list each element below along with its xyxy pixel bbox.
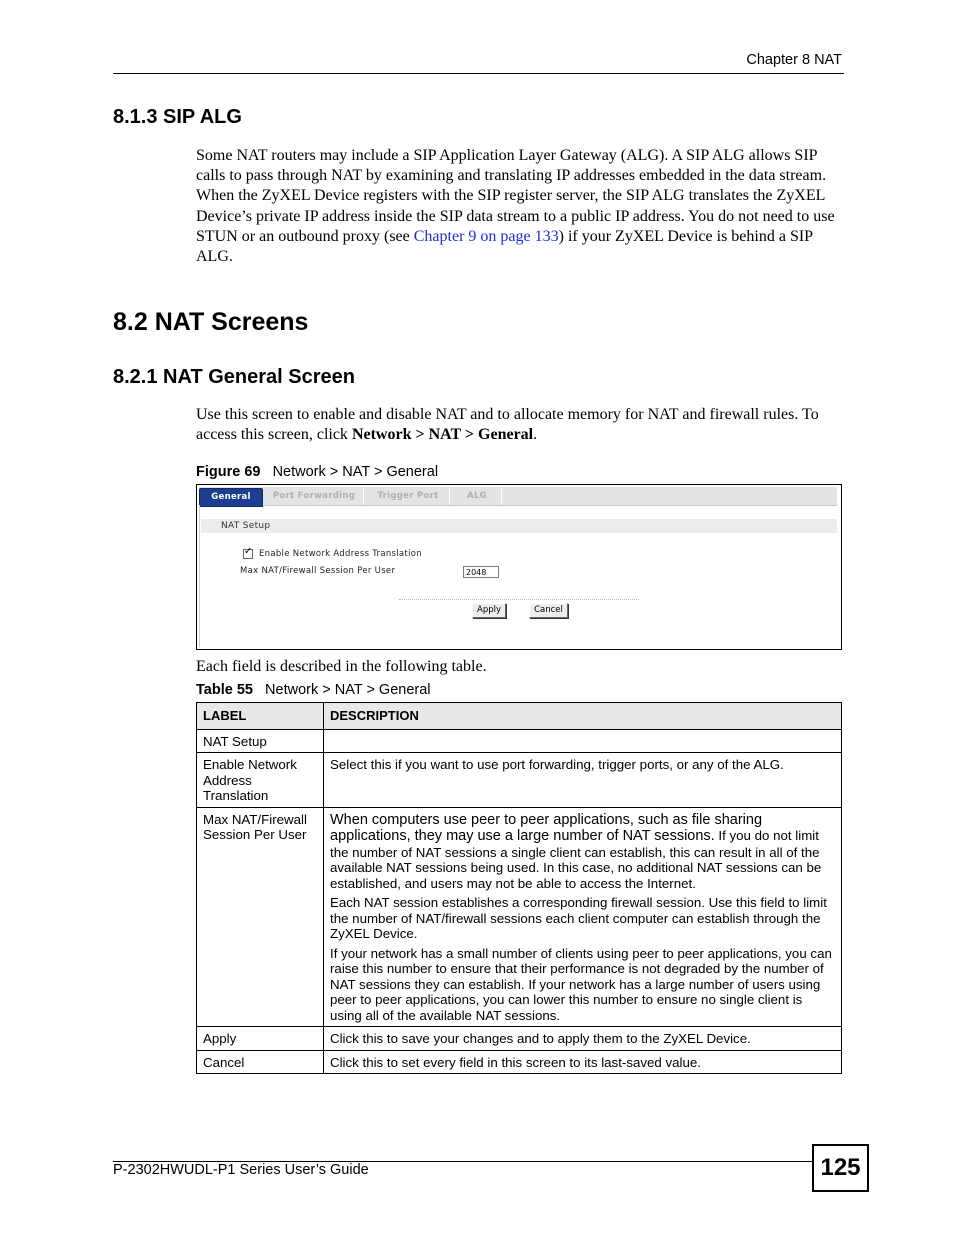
table-header-row xyxy=(197,703,842,730)
field-description-intro: Each field is described in the following table. xyxy=(196,658,487,675)
header-label: LABEL xyxy=(197,703,324,730)
table-caption-label: Table 55 xyxy=(196,682,253,698)
table-row xyxy=(197,1027,842,1051)
row-label: Apply xyxy=(197,1027,324,1051)
tab-trigger-port[interactable]: Trigger Port xyxy=(367,488,450,505)
tab-general[interactable]: General xyxy=(199,488,263,507)
header-description: DESCRIPTION xyxy=(324,703,842,730)
table-row xyxy=(197,753,842,808)
row-label: Max NAT/Firewall Session Per User xyxy=(197,807,324,1027)
footer-guide-title: P-2302HWUDL-P1 Series User’s Guide xyxy=(113,1162,369,1178)
tab-alg[interactable]: ALG xyxy=(453,488,502,505)
checkmark-icon: ✓ xyxy=(244,546,253,557)
intro-path: Network > NAT > General xyxy=(351,426,534,444)
table-row xyxy=(197,807,842,1027)
sip-alg-paragraph xyxy=(196,146,844,267)
figure-caption xyxy=(196,464,438,480)
table-row xyxy=(197,729,842,753)
header-rule xyxy=(113,73,844,74)
tab-bar xyxy=(199,487,837,506)
max-session-label: Max NAT/Firewall Session Per User xyxy=(240,566,396,576)
tab-port-forwarding[interactable]: Port Forwarding xyxy=(265,488,364,505)
row-label: Cancel xyxy=(197,1050,324,1074)
row-description: When computers use peer to peer applications, such as file sharing applications, they may use a large number of NAT sessions. If you do not limit the number of NAT sessions a single client can establish, this can result in all of the available NAT sessions being used. In this case, no additional NAT sessions can be established, and users may not be able to access the Internet. Each NAT session establishes a corresponding firewall session. Use this field to limit the number of NAT/firewall sessions each client computer can establish through the ZyXEL Device. If your network has a small number of clients using peer to peer applications, you can raise this number to ensure that their performance is not degraded by the number of NAT sessions they can establish. If your network has a large number of users using peer to peer applications, you can lower this number to ensure no single client is using all of the available NAT sessions. xyxy=(324,807,842,1027)
row-label: Enable Network Address Translation xyxy=(197,753,324,808)
figure-caption-label: Figure 69 xyxy=(196,464,261,480)
row-description xyxy=(324,729,842,753)
page-number: 125 xyxy=(812,1144,869,1192)
row-description: Click this to set every field in this screen to its last-saved value. xyxy=(324,1050,842,1074)
sip-alg-text-a: Some NAT routers may include a SIP Application Layer Gateway (ALG). A SIP ALG allows SIP calls to pass through NAT by examining and translating IP addresses embedded in the data stream. When the ZyXEL Device registers with the SIP register server, the SIP ALG translates the ZyXEL Device’s private IP address inside the SIP data stream to a public IP address. You do not need to use STUN or an outbound proxy (see xyxy=(196,147,835,245)
figure-caption-text: Network > NAT > General xyxy=(272,464,439,480)
table-caption xyxy=(196,682,431,698)
field-description-table xyxy=(196,702,842,1074)
intro-text-a: Use this screen to enable and disable NAT and to allocate memory for NAT and firewall rules. To access this screen, click xyxy=(196,406,819,444)
chapter-9-link[interactable]: Chapter 9 on page 133 xyxy=(413,227,559,245)
section-heading-nat-general: 8.2.1 NAT General Screen xyxy=(113,366,355,388)
sip-alg-text-b: ) if your ZyXEL Device is behind a SIP ALG. xyxy=(196,227,813,266)
section-heading-nat-screens: 8.2 NAT Screens xyxy=(113,308,309,336)
row-label: NAT Setup xyxy=(197,729,324,753)
button-divider xyxy=(399,599,639,600)
enable-nat-checkbox[interactable] xyxy=(243,546,253,559)
row-description: Select this if you want to use port forwarding, trigger ports, or any of the ALG. xyxy=(324,753,842,808)
nat-general-intro xyxy=(196,405,844,445)
nat-general-screenshot xyxy=(196,484,842,650)
section-heading-sip-alg: 8.1.3 SIP ALG xyxy=(113,106,242,128)
chapter-header: Chapter 8 NAT xyxy=(746,52,842,68)
nat-setup-section-title: NAT Setup xyxy=(201,519,837,533)
table-row xyxy=(197,1050,842,1074)
table-caption-text: Network > NAT > General xyxy=(265,682,431,698)
cancel-button[interactable]: Cancel xyxy=(529,603,568,618)
intro-text-b: . xyxy=(533,426,538,444)
row-description: Click this to save your changes and to apply them to the ZyXEL Device. xyxy=(324,1027,842,1051)
enable-nat-label: Enable Network Address Translation xyxy=(259,549,422,559)
max-session-input[interactable]: 2048 xyxy=(463,566,499,578)
apply-button[interactable]: Apply xyxy=(472,603,506,618)
frame-left-line xyxy=(199,505,200,647)
